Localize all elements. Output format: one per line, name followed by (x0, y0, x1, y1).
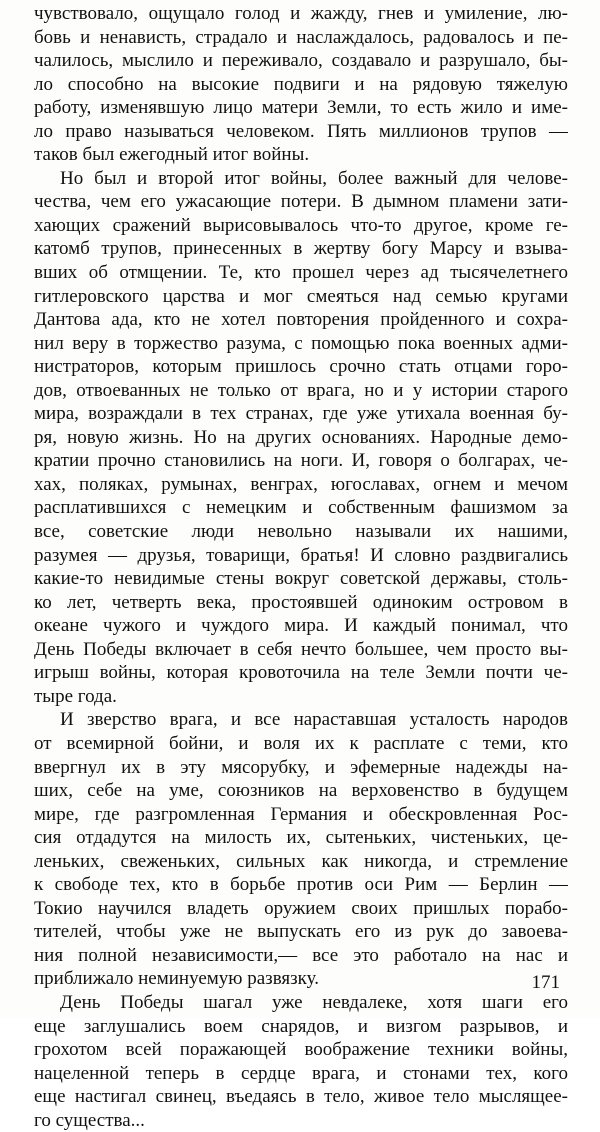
text-line: нил веру в торжество разума, с помощью пока военных адми- (34, 332, 568, 354)
body-text (34, 2, 568, 1132)
text-line: мира, возраждали в тех странах, где уже утихала военная бу- (34, 403, 568, 425)
text-line: какие-то невидимые стены вокруг советской державы, столь- (34, 568, 568, 590)
text-line: бовь и ненависть, страдало и наслаждалось, радовалось и пе- (34, 26, 568, 48)
text-line: ших, себе на уме, союзников на верховенство в будущем (34, 780, 568, 802)
text-line: дов, отвоеванных не только от врага, но и у истории старого (34, 379, 568, 401)
text-line: океане чужого и чуждого мира. И каждый понимал, что (34, 615, 568, 637)
text-line: Токио научился владеть оружием своих пришлых порабо- (34, 897, 568, 919)
text-line: День Победы включает в себя нечто большее, чем просто вы- (34, 638, 568, 660)
text-line: грохотом всей поражающей воображение техники войны, (34, 1039, 568, 1061)
text-line: приближало неминуемую развязку. (34, 968, 319, 990)
text-line: вших об отмщении. Те, кто прошел через ад тысячелетнего (34, 262, 568, 284)
text-line: кратии прочно становились на ноги. И, говоря о болгарах, че- (34, 450, 568, 472)
text-line: нацеленной теперь в сердце врага, и стонами тех, кого (34, 1062, 568, 1084)
text-line: нистраторов, которым пришлось срочно стать отцами горо- (34, 356, 568, 378)
text-line: леньких, свеженьких, сильных как никогда, и стремление (34, 850, 568, 872)
text-line: гитлеровского царства и мог смеяться над семью кругами (34, 285, 568, 307)
text-line: работу, изменявшую лицо матери Земли, то есть жило и име- (34, 97, 568, 119)
text-line: мире, где разгромленная Германия и обескровленная Рос- (34, 803, 568, 825)
text-line: тыре года. (34, 685, 117, 707)
text-line: чувствовало, ощущало голод и жажду, гнев и умиление, лю- (34, 3, 568, 24)
text-line: ния полной независимости,— все это работало на нас и (34, 944, 568, 966)
text-line: к свободе тех, кто в борьбе против оси Рим — Берлин — (34, 874, 568, 896)
text-line: Дантова ада, кто не хотел повторения пройденного и сохра- (34, 309, 568, 331)
text-line: ря, новую жизнь. Но на других основаниях. Народные демо- (34, 426, 568, 448)
text-line: катомб трупов, принесенных в жертву богу Марсу и взыва- (34, 238, 568, 260)
text-line: хающих сражений вырисовывалось что-то другое, кроме ге- (34, 214, 568, 236)
text-line: еще настигал свинец, въедаясь в тело, живое тело мыслящее- (34, 1086, 568, 1108)
text-line: сия отдадутся на милость их, сытеньких, чистеньких, це- (34, 827, 568, 849)
page-number: 171 (531, 972, 560, 993)
text-line: И зверство врага, и все нараставшая усталость народов (60, 709, 568, 731)
text-line: еще заглушались воем снарядов, и визгом разрывов, и (34, 1015, 568, 1037)
text-line: хах, поляках, румынах, венграх, югославах, огнем и мечом (34, 473, 568, 495)
text-line: разумея — друзья, товарищи, братья! И словно раздвигались (34, 544, 568, 566)
text-line: ко лет, четверть века, простоявшей одиноким островом в (34, 591, 568, 613)
text-line: ло способно на высокие подвиги и на рядовую тяжелую (34, 73, 568, 95)
text-line: ввергнул их в эту мясорубку, и эфемерные надежды на- (34, 756, 568, 778)
text-line: таков был ежегодный итог войны. (34, 144, 310, 166)
text-line: все, советские люди невольно называли их нашими, (34, 521, 568, 543)
text-line: расплатившихся с немецким и собственным фашизмом за (34, 497, 568, 519)
text-line: чалилось, мыслило и переживало, создавало и разрушало, бы- (34, 50, 568, 72)
text-line: от всемирной бойни, и воля их к расплате с теми, кто (34, 732, 568, 754)
text-line: тителей, чтобы уже не выпускать его из рук до завоева- (34, 921, 568, 943)
text-line: чества, чем его ужасающие потери. В дымном пламени зати- (34, 191, 568, 213)
text-line: Но был и второй итог войны, более важный для челове- (60, 167, 568, 189)
text-line: го существа... (34, 1109, 145, 1131)
text-line: ло право называться человеком. Пять миллионов трупов — (34, 120, 568, 142)
text-line: игрыш войны, которая кровоточила на теле Земли почти че- (34, 662, 568, 684)
text-line: День Победы шагал уже невдалеке, хотя шаги его (60, 991, 568, 1013)
